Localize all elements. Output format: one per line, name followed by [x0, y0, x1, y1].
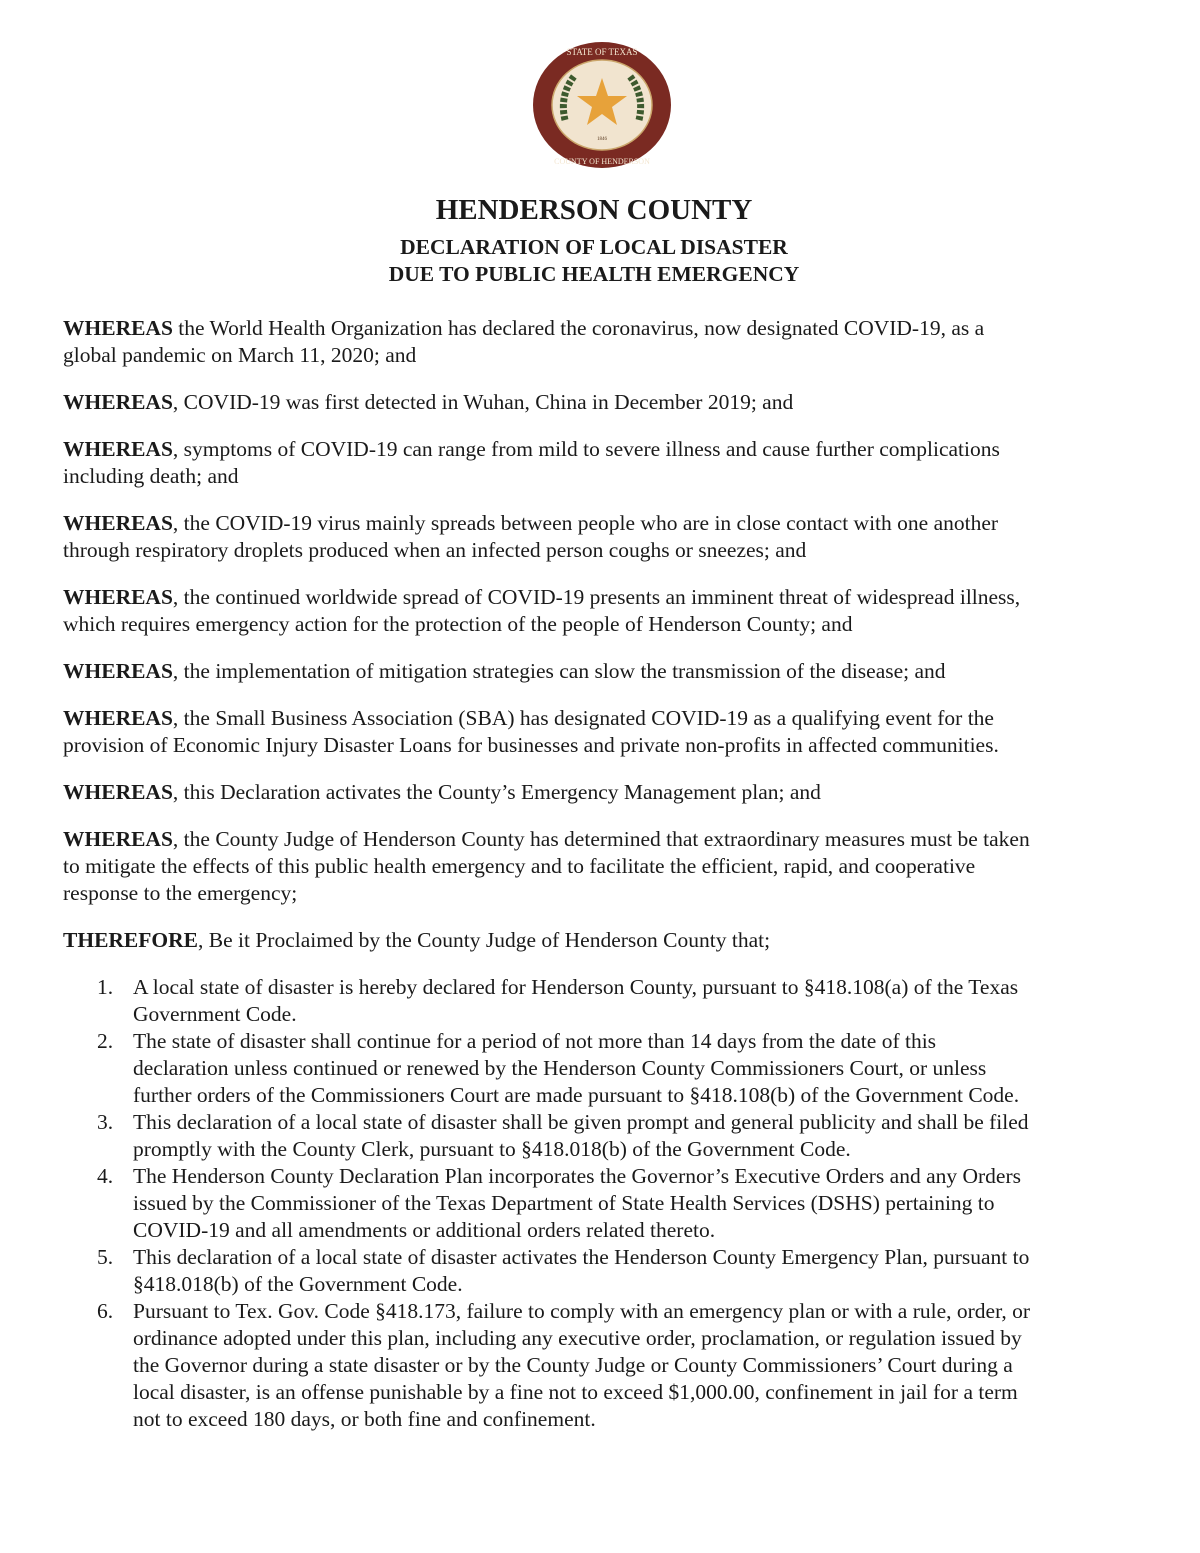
proclamation-list — [63, 974, 1143, 1433]
list-number: 6. — [97, 1299, 114, 1323]
paragraph-line — [63, 584, 1143, 611]
list-item-line: The state of disaster shall continue for a period of not more than 14 days from the date of this — [133, 1029, 937, 1053]
list-number: 5. — [97, 1245, 114, 1269]
list-item-line: declaration unless continued or renewed by the Henderson County Commissioners Court, or unless — [133, 1056, 987, 1080]
paragraph-text: , the continued worldwide spread of COVID-19 presents an imminent threat of widespread illness, — [172, 585, 1021, 609]
list-item-line: Pursuant to Tex. Gov. Code §418.173, failure to comply with an emergency plan or with a rule, order, or — [133, 1299, 1031, 1323]
list-item-line: further orders of the Commissioners Court are made pursuant to §418.108(b) of the Government Code. — [133, 1083, 1020, 1107]
list-item — [63, 1109, 1143, 1163]
list-number: 3. — [97, 1110, 114, 1134]
paragraph-line — [63, 658, 1143, 685]
list-item-line: not to exceed 180 days, or both fine and confinement. — [133, 1407, 596, 1431]
whereas-paragraph — [63, 510, 1143, 564]
whereas-paragraph — [63, 436, 1143, 490]
page-title: HENDERSON COUNTY — [435, 194, 753, 226]
county-seal — [531, 40, 673, 170]
paragraph-line — [63, 510, 1143, 537]
paragraph-lead: WHEREAS — [63, 780, 173, 804]
whereas-paragraph — [63, 779, 1143, 806]
list-item — [63, 1298, 1143, 1433]
whereas-paragraph — [63, 315, 1143, 369]
paragraph-text: , the County Judge of Henderson County has determined that extraordinary measures must be taken — [172, 827, 1030, 851]
list-item-line: §418.018(b) of the Government Code. — [133, 1272, 463, 1296]
list-item-line: The Henderson County Declaration Plan incorporates the Governor’s Executive Orders and any Orders — [133, 1164, 1021, 1188]
list-item-line: This declaration of a local state of disaster activates the Henderson County Emergency Plan, pursuant to — [133, 1245, 1030, 1269]
paragraph-text: , the Small Business Association (SBA) has designated COVID-19 as a qualifying event for the — [172, 706, 994, 730]
paragraph-text: response to the emergency; — [63, 881, 298, 905]
paragraph-line — [63, 537, 1143, 564]
paragraph-line — [63, 315, 1143, 342]
paragraph-line — [63, 927, 1143, 954]
paragraph-line — [63, 611, 1143, 638]
list-number: 4. — [97, 1164, 114, 1188]
list-item-line: A local state of disaster is hereby declared for Henderson County, pursuant to §418.108(a) of the Texas — [133, 975, 1019, 999]
paragraph-text: to mitigate the effects of this public health emergency and to facilitate the efficient, rapid, and cooperative — [63, 854, 976, 878]
paragraph-lead: THEREFORE — [63, 928, 198, 952]
list-item — [63, 1028, 1143, 1109]
list-number: 2. — [97, 1029, 114, 1053]
paragraph-text: which requires emergency action for the protection of the people of Henderson County; and — [63, 612, 853, 636]
list-item-line: local disaster, is an offense punishable by a fine not to exceed $1,000.00, confinement in jail for a term — [133, 1380, 1018, 1404]
list-item-line: promptly with the County Clerk, pursuant to §418.018(b) of the Government Code. — [133, 1137, 851, 1161]
paragraph-line — [63, 880, 1143, 907]
list-item-line: issued by the Commissioner of the Texas Department of State Health Services (DSHS) pertaining to — [133, 1191, 995, 1215]
paragraph-lead: WHEREAS — [63, 659, 173, 683]
paragraph-text: global pandemic on March 11, 2020; and — [63, 343, 417, 367]
paragraph-lead: WHEREAS — [63, 511, 173, 535]
paragraph-text: , the implementation of mitigation strategies can slow the transmission of the disease; and — [172, 659, 946, 683]
paragraph-line — [63, 389, 1143, 416]
paragraph-lead: WHEREAS — [63, 390, 173, 414]
list-item-line: the Governor during a state disaster or by the County Judge or County Commissioners’ Court during a — [133, 1353, 1013, 1377]
page-subtitle: DECLARATION OF LOCAL DISASTER — [400, 235, 788, 259]
whereas-paragraph — [63, 584, 1143, 638]
whereas-paragraph — [63, 826, 1143, 907]
whereas-paragraph — [63, 658, 1143, 685]
paragraph-text: , COVID-19 was first detected in Wuhan, China in December 2019; and — [172, 390, 794, 414]
paragraph-text: , the COVID-19 virus mainly spreads between people who are in close contact with one another — [172, 511, 999, 535]
page-subtitle: DUE TO PUBLIC HEALTH EMERGENCY — [388, 262, 800, 286]
paragraph-text: the World Health Organization has declared the coronavirus, now designated COVID-19, as a — [172, 316, 985, 340]
whereas-paragraph — [63, 389, 1143, 416]
whereas-paragraph — [63, 927, 1143, 954]
paragraph-text: provision of Economic Injury Disaster Loans for businesses and private non-profits in affected communities. — [63, 733, 999, 757]
list-item — [63, 1163, 1143, 1244]
declaration-body — [63, 315, 1143, 1433]
paragraph-text: through respiratory droplets produced when an infected person coughs or sneezes; and — [63, 538, 807, 562]
paragraph-line — [63, 779, 1143, 806]
paragraph-text: including death; and — [63, 464, 239, 488]
paragraph-lead: WHEREAS — [63, 827, 173, 851]
list-number: 1. — [97, 975, 114, 999]
svg-text:STATE OF TEXAS: STATE OF TEXAS — [566, 47, 638, 57]
list-item-line: This declaration of a local state of disaster shall be given prompt and general publicity and shall be filed — [133, 1110, 1029, 1134]
list-item-line: Government Code. — [133, 1002, 297, 1026]
paragraph-lead: WHEREAS — [63, 585, 173, 609]
paragraph-text: , Be it Proclaimed by the County Judge of Henderson County that; — [198, 928, 771, 952]
whereas-paragraph — [63, 705, 1143, 759]
paragraph-text: , symptoms of COVID-19 can range from mild to severe illness and cause further complications — [172, 437, 1000, 461]
paragraph-line — [63, 826, 1143, 853]
list-item-line: COVID-19 and all amendments or additional orders related thereto. — [133, 1218, 716, 1242]
list-item-line: ordinance adopted under this plan, including any executive order, proclamation, or regulation issued by — [133, 1326, 1022, 1350]
paragraph-text: , this Declaration activates the County’s Emergency Management plan; and — [172, 780, 821, 804]
paragraph-lead: WHEREAS — [63, 706, 173, 730]
paragraph-lead: WHEREAS — [63, 316, 173, 340]
paragraph-line — [63, 732, 1143, 759]
list-item — [63, 974, 1143, 1028]
svg-text:1846: 1846 — [597, 137, 607, 142]
paragraph-line — [63, 342, 1143, 369]
list-item — [63, 1244, 1143, 1298]
paragraph-line — [63, 463, 1143, 490]
paragraph-line — [63, 705, 1143, 732]
svg-text:COUNTY OF HENDERSON: COUNTY OF HENDERSON — [554, 157, 650, 166]
paragraph-line — [63, 436, 1143, 463]
paragraph-lead: WHEREAS — [63, 437, 173, 461]
paragraph-line — [63, 853, 1143, 880]
